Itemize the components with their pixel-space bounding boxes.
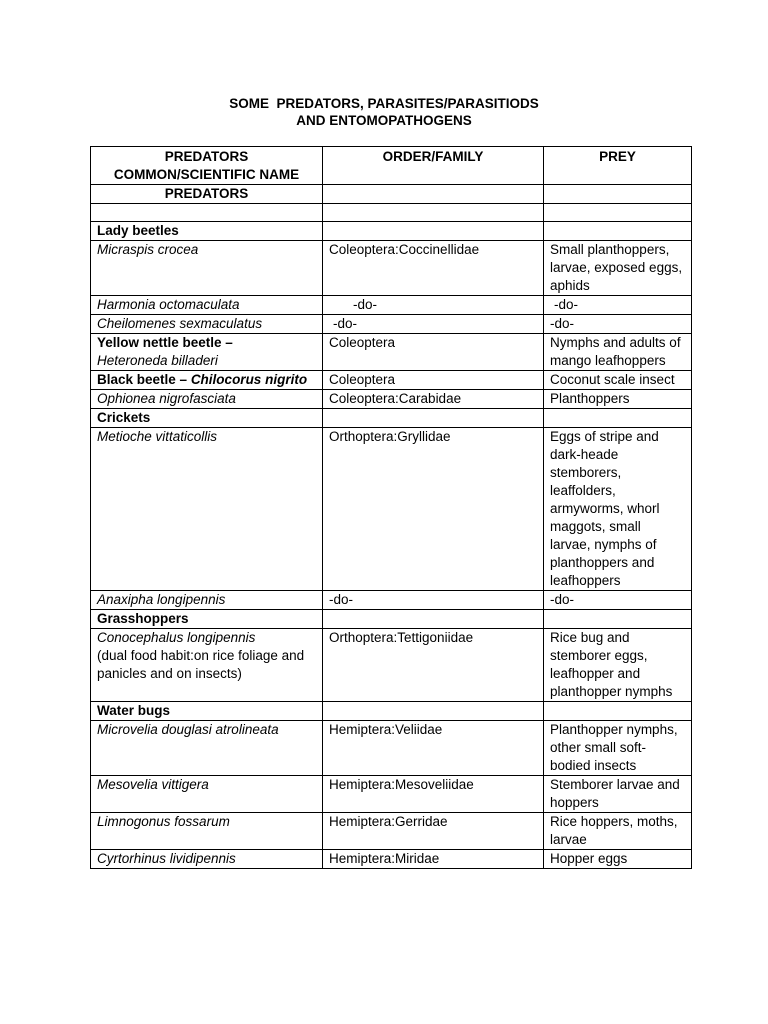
- prey: Nymphs and adults of mango leafhoppers: [544, 334, 692, 371]
- table-row: [91, 371, 692, 390]
- table-row: [91, 813, 692, 850]
- title-line-2: AND ENTOMOPATHOGENS: [296, 113, 472, 128]
- table-row: [91, 629, 692, 702]
- empty-cell: [323, 409, 544, 428]
- table-row: [91, 591, 692, 610]
- table-row: [91, 721, 692, 776]
- empty-cell: [323, 204, 544, 222]
- species-name: Ophionea nigrofasciata: [91, 390, 323, 409]
- order-family: -do-: [323, 315, 544, 334]
- empty-cell: [544, 610, 692, 629]
- prey: -do-: [544, 296, 692, 315]
- order-family: Orthoptera:Gryllidae: [323, 428, 544, 591]
- order-family: -do-: [323, 296, 544, 315]
- group-water-bugs: Water bugs: [91, 702, 323, 721]
- document-title: [0, 95, 768, 129]
- species-name: Metioche vittaticollis: [91, 428, 323, 591]
- prey: -do-: [544, 591, 692, 610]
- prey: -do-: [544, 315, 692, 334]
- table-header-row: [91, 147, 692, 185]
- species-name: [91, 334, 323, 371]
- prey: Planthoppers: [544, 390, 692, 409]
- order-family: Hemiptera:Veliidae: [323, 721, 544, 776]
- species-name: Microvelia douglasi atrolineata: [91, 721, 323, 776]
- order-family: Coleoptera:Coccinellidae: [323, 241, 544, 296]
- header-order-family: ORDER/FAMILY: [323, 147, 544, 185]
- empty-cell: [323, 702, 544, 721]
- scientific-name: Heteroneda billaderi: [97, 353, 218, 368]
- order-family: Hemiptera:Miridae: [323, 850, 544, 869]
- empty-cell: [544, 222, 692, 241]
- empty-cell: [544, 702, 692, 721]
- table-row: [91, 222, 692, 241]
- header-prey: PREY: [544, 147, 692, 185]
- table-row: [91, 296, 692, 315]
- species-name: Cheilomenes sexmaculatus: [91, 315, 323, 334]
- header-common-name: [91, 147, 323, 185]
- title-line-1: SOME PREDATORS, PARASITES/PARASITIODS: [229, 96, 539, 111]
- table-row: [91, 315, 692, 334]
- prey: Rice hoppers, moths, larvae: [544, 813, 692, 850]
- scientific-name: Chilocorus nigrito: [190, 372, 308, 387]
- empty-cell: [544, 204, 692, 222]
- order-family: Hemiptera:Mesoveliidae: [323, 776, 544, 813]
- prey: Stemborer larvae and hoppers: [544, 776, 692, 813]
- table-row: [91, 776, 692, 813]
- species-name: [91, 371, 323, 390]
- table-row-empty: [91, 204, 692, 222]
- species-note: (dual food habit:on rice foliage and panicles and on insects): [97, 648, 305, 681]
- common-name: Black beetle –: [97, 372, 191, 387]
- table-row: [91, 702, 692, 721]
- order-family: Hemiptera:Gerridae: [323, 813, 544, 850]
- order-family: Coleoptera: [323, 334, 544, 371]
- table-row: [91, 409, 692, 428]
- prey: Planthopper nymphs, other small soft-bodied insects: [544, 721, 692, 776]
- table-row: [91, 185, 692, 204]
- group-crickets: Crickets: [91, 409, 323, 428]
- order-family: Coleoptera: [323, 371, 544, 390]
- species-name: Mesovelia vittigera: [91, 776, 323, 813]
- prey: Small planthoppers, larvae, exposed eggs, aphids: [544, 241, 692, 296]
- order-family: Coleoptera:Carabidae: [323, 390, 544, 409]
- header-col1-line2: COMMON/SCIENTIFIC NAME: [113, 167, 300, 182]
- table-row: [91, 850, 692, 869]
- species-name: Anaxipha longipennis: [91, 591, 323, 610]
- table-row: [91, 610, 692, 629]
- table-row: [91, 428, 692, 591]
- empty-cell: [91, 204, 323, 222]
- prey: Hopper eggs: [544, 850, 692, 869]
- empty-cell: [323, 610, 544, 629]
- prey: Rice bug and stemborer eggs, leafhopper and planthopper nymphs: [544, 629, 692, 702]
- table-row: [91, 334, 692, 371]
- species-name: [91, 629, 323, 702]
- section-subheader-predators: PREDATORS: [91, 185, 323, 204]
- species-name: Cyrtorhinus lividipennis: [91, 850, 323, 869]
- predators-table: [90, 146, 692, 869]
- order-family: Orthoptera:Tettigoniidae: [323, 629, 544, 702]
- common-name: Yellow nettle beetle –: [97, 335, 233, 350]
- group-grasshoppers: Grasshoppers: [91, 610, 323, 629]
- order-family: -do-: [323, 591, 544, 610]
- table-row: [91, 241, 692, 296]
- species-name: Harmonia octomaculata: [91, 296, 323, 315]
- empty-cell: [544, 409, 692, 428]
- header-col1-line1: PREDATORS: [164, 149, 249, 164]
- scientific-name: Conocephalus longipennis: [97, 630, 256, 645]
- empty-cell: [323, 185, 544, 204]
- species-name: Limnogonus fossarum: [91, 813, 323, 850]
- group-lady-beetles: Lady beetles: [91, 222, 323, 241]
- prey: Eggs of stripe and dark-heade stemborers, leaffolders, armyworms, whorl maggots, small larvae, nymphs of planthoppers and leafhoppers: [544, 428, 692, 591]
- empty-cell: [544, 185, 692, 204]
- prey: Coconut scale insect: [544, 371, 692, 390]
- table-row: [91, 390, 692, 409]
- empty-cell: [323, 222, 544, 241]
- species-name: Micraspis crocea: [91, 241, 323, 296]
